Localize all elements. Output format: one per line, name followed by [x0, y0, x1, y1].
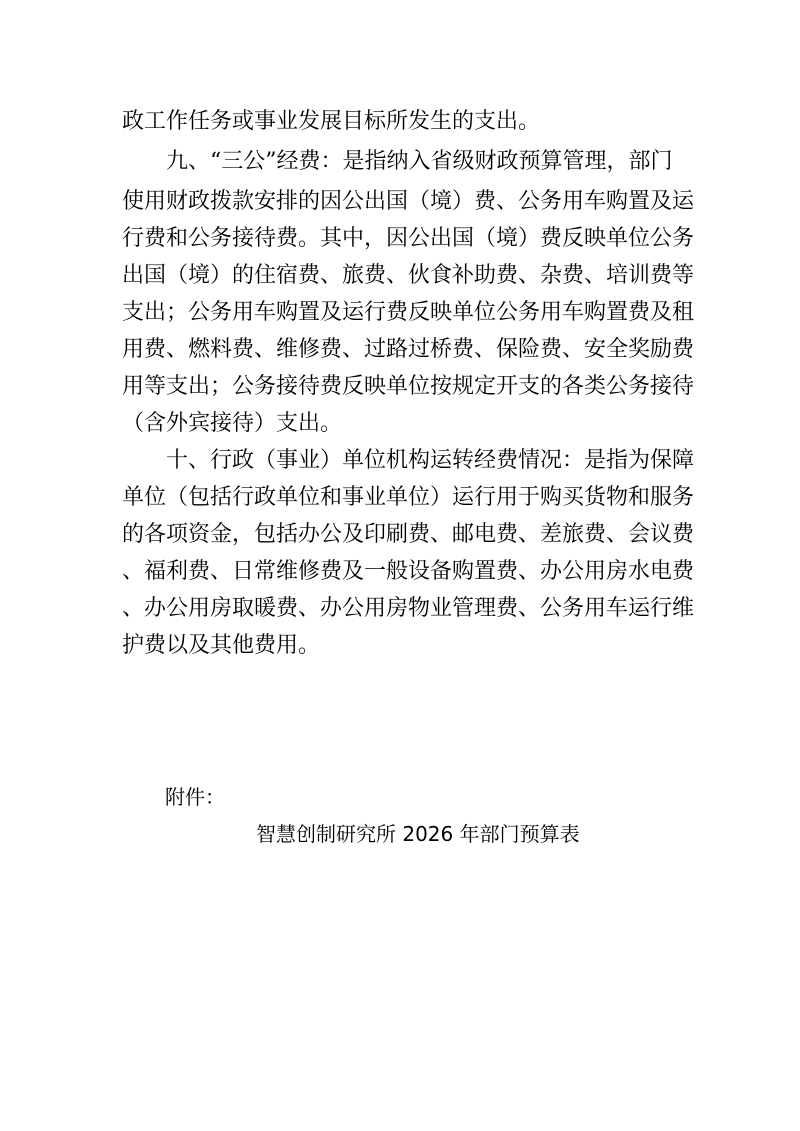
body-text-line: 的各项资金，包括办公及印刷费、邮电费、差旅费、会议费 — [122, 522, 695, 547]
body-text-line: 用等支出；公务接待费反映单位按规定开支的各类公务接待 — [122, 374, 695, 399]
attachment-label: 附件： — [165, 785, 225, 809]
body-text-line: 使用财政拨款安排的因公出国（境）费、公务用车购置及运 — [122, 189, 695, 214]
body-text-line: 十、行政（事业）单位机构运转经费情况：是指为保障 — [166, 448, 695, 473]
body-text-line: 行费和公务接待费。其中，因公出国（境）费反映单位公务 — [122, 226, 695, 251]
body-text-line: 、福利费、日常维修费及一般设备购置费、办公用房水电费 — [122, 559, 695, 584]
body-text-line: 护费以及其他费用。 — [122, 633, 321, 658]
body-text-line: 、办公用房取暖费、办公用房物业管理费、公务用车运行维 — [122, 596, 695, 621]
body-text-line: 九、“三公”经费：是指纳入省级财政预算管理，部门 — [166, 149, 673, 174]
body-text-line: 政工作任务或事业发展目标所发生的支出。 — [122, 109, 541, 134]
body-text-line: 单位（包括行政单位和事业单位）运行用于购买货物和服务 — [122, 485, 695, 510]
body-text-line: 出国（境）的住宿费、旅费、伙食补助费、杂费、培训费等 — [122, 263, 695, 288]
body-text-line: 用费、燃料费、维修费、过路过桥费、保险费、安全奖励费 — [122, 337, 695, 362]
body-text-line: （含外宾接待）支出。 — [122, 411, 343, 436]
body-text-line: 支出；公务用车购置及运行费反映单位公务用车购置费及租 — [122, 300, 695, 325]
attachment-title: 智慧创制研究所 2026 年部门预算表 — [256, 822, 580, 846]
